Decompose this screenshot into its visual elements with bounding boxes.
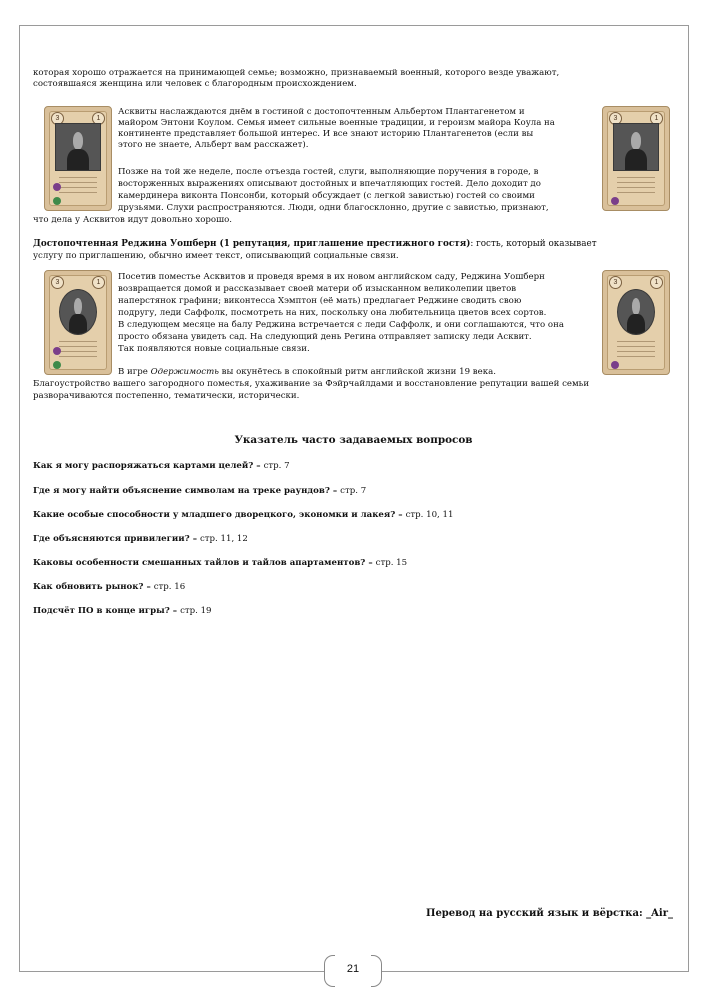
footer-rule-right [382, 971, 688, 972]
block1-line-5: Позже на той же неделе, после отъезда гостей, слуги, выполняющие поручения в городе, в [118, 167, 539, 177]
purple-gem-icon [53, 347, 61, 355]
purple-gem-icon [611, 361, 619, 369]
faq-item [33, 534, 248, 544]
faq-page-ref: стр. 15 [375, 558, 408, 568]
purple-gem-icon [53, 183, 61, 191]
faq-page-ref: стр. 11, 12 [199, 534, 248, 544]
green-gem-icon [53, 361, 61, 369]
block2-line-5: В следующем месяце на балу Реджина встречается с леди Саффолк, и они соглашаются, что она [118, 320, 564, 330]
block1-line-4: этого не знаете, Альберт вам расскажет). [118, 140, 309, 150]
block2-line-7: Так появляются новые социальные связи. [118, 344, 310, 354]
card-rep-badge: 1 [650, 112, 663, 125]
card-cost-badge: 3 [51, 112, 64, 125]
faq-page-ref: стр. 7 [263, 461, 290, 471]
guest-card-regina-washburn [44, 270, 112, 375]
block2-line-4: подругу, леди Саффолк, посмотреть на них, поскольку она любительница цветов всех сортов. [118, 308, 547, 318]
page-number-box [322, 955, 384, 987]
block2-line-6: просто обязана увидеть сад. На следующий день Регина отправляет записку леди Асквит. [118, 332, 532, 342]
closing-line-1: Благоустройство вашего загородного поместья, ухаживание за Фэйрчайлдами и восстановление репутации вашей семьи [33, 379, 590, 389]
portrait-image [55, 123, 101, 171]
purple-gem-icon [611, 197, 619, 205]
regina-line-2: услугу по приглашению, обычно имеет текст, описывающий социальные связи. [33, 251, 399, 261]
footer-rule-left [19, 971, 324, 972]
card-rep-badge: 1 [650, 276, 663, 289]
intro-line-2: состоявшаяся женщина или человек с благородным происхождением. [33, 79, 357, 89]
block1-end: что дела у Асквитов идут довольно хорошо. [33, 215, 232, 225]
guest-card-major-cole [44, 106, 112, 211]
faq-item [33, 606, 212, 616]
card-cost-badge: 3 [51, 276, 64, 289]
faq-heading: Указатель часто задаваемых вопросов [234, 434, 473, 446]
regina-rest: : гость, который оказывает [470, 239, 597, 249]
block1-line-2: майором Энтони Коулом. Семья имеет сильные военные традиции, и героизм майора Коула на [118, 118, 555, 128]
faq-question: Каковы особенности смешанных тайлов и тайлов апартаментов? – [33, 558, 376, 568]
block1-line-3: континенте представляет большой интерес. И все знают историю Плантагенетов (если вы [118, 129, 534, 139]
portrait-image [617, 289, 655, 335]
portrait-image [613, 123, 659, 171]
block2-line-3: наперстянок графини; виконтесса Хэмптон (её мать) предлагает Реджине сводить свою [118, 296, 522, 306]
portrait-image [59, 289, 97, 335]
faq-page-ref: стр. 7 [340, 486, 367, 496]
faq-question: Где я могу найти объяснение символам на треке раундов? – [33, 486, 341, 496]
page-number: 21 [346, 963, 360, 975]
green-gem-icon [53, 197, 61, 205]
card-cost-badge: 3 [609, 112, 622, 125]
game-post: вы окунётесь в спокойный ритм английской жизни 19 века. [218, 367, 496, 377]
faq-question: Где объясняются привилегии? – [33, 534, 200, 544]
regina-bold: Достопочтенная Реджина Уошберн (1 репутация, приглашение престижного гостя) [33, 239, 471, 249]
block2-line-1: Посетив поместье Асквитов и проведя время в их новом английском саду, Реджина Уошберн [118, 272, 545, 282]
faq-question: Как обновить рынок? – [33, 582, 154, 592]
card-rep-badge: 1 [92, 112, 105, 125]
regina-heading [33, 239, 597, 250]
closing-line-2: разворачиваются постепенно, тематически, исторически. [33, 391, 300, 401]
block2-line-2: возвращается домой и рассказывает своей матери об изысканном великолепии цветов [118, 284, 517, 294]
guest-card-albert-plantagenet [602, 106, 670, 211]
game-pre: В игре [118, 367, 151, 377]
game-title: Одержимость [150, 367, 219, 377]
card-rep-badge: 1 [92, 276, 105, 289]
faq-page-ref: стр. 19 [180, 606, 212, 616]
faq-page-ref: стр. 10, 11 [405, 510, 454, 520]
translation-credit: Перевод на русский язык и вёрстка: _Air_ [426, 908, 673, 919]
block1-line-8: друзьями. Слухи распространяются. Люди, одни благосклонно, другие с завистью, признают, [118, 203, 549, 213]
faq-item [33, 510, 453, 520]
faq-question: Как я могу распоряжаться картами целей? – [33, 461, 264, 471]
guest-card-lady-suffolk [602, 270, 670, 375]
card-cost-badge: 3 [609, 276, 622, 289]
faq-item [33, 582, 185, 592]
faq-item [33, 461, 290, 471]
block1-line-1: Асквиты наслаждаются днём в гостиной с достопочтенным Альбертом Плантагенетом и [118, 107, 525, 117]
block1-line-7: камердинера виконта Понсонби, который обсуждает (с легкой завистью) гостей со своими [118, 191, 535, 201]
faq-page-ref: стр. 16 [153, 582, 186, 592]
faq-question: Подсчёт ПО в конце игры? – [33, 606, 181, 616]
game-line [118, 367, 496, 378]
block1-line-6: восторженных выражениях описывают достойных и впечатляющих гостей. Дело доходит до [118, 179, 541, 189]
faq-item [33, 486, 366, 496]
faq-question: Какие особые способности у младшего дворецкого, экономки и лакея? – [33, 510, 406, 520]
intro-line-1: которая хорошо отражается на принимающей семье; возможно, признаваемый военный, которого везде уважают, [33, 68, 560, 78]
faq-item [33, 558, 407, 568]
